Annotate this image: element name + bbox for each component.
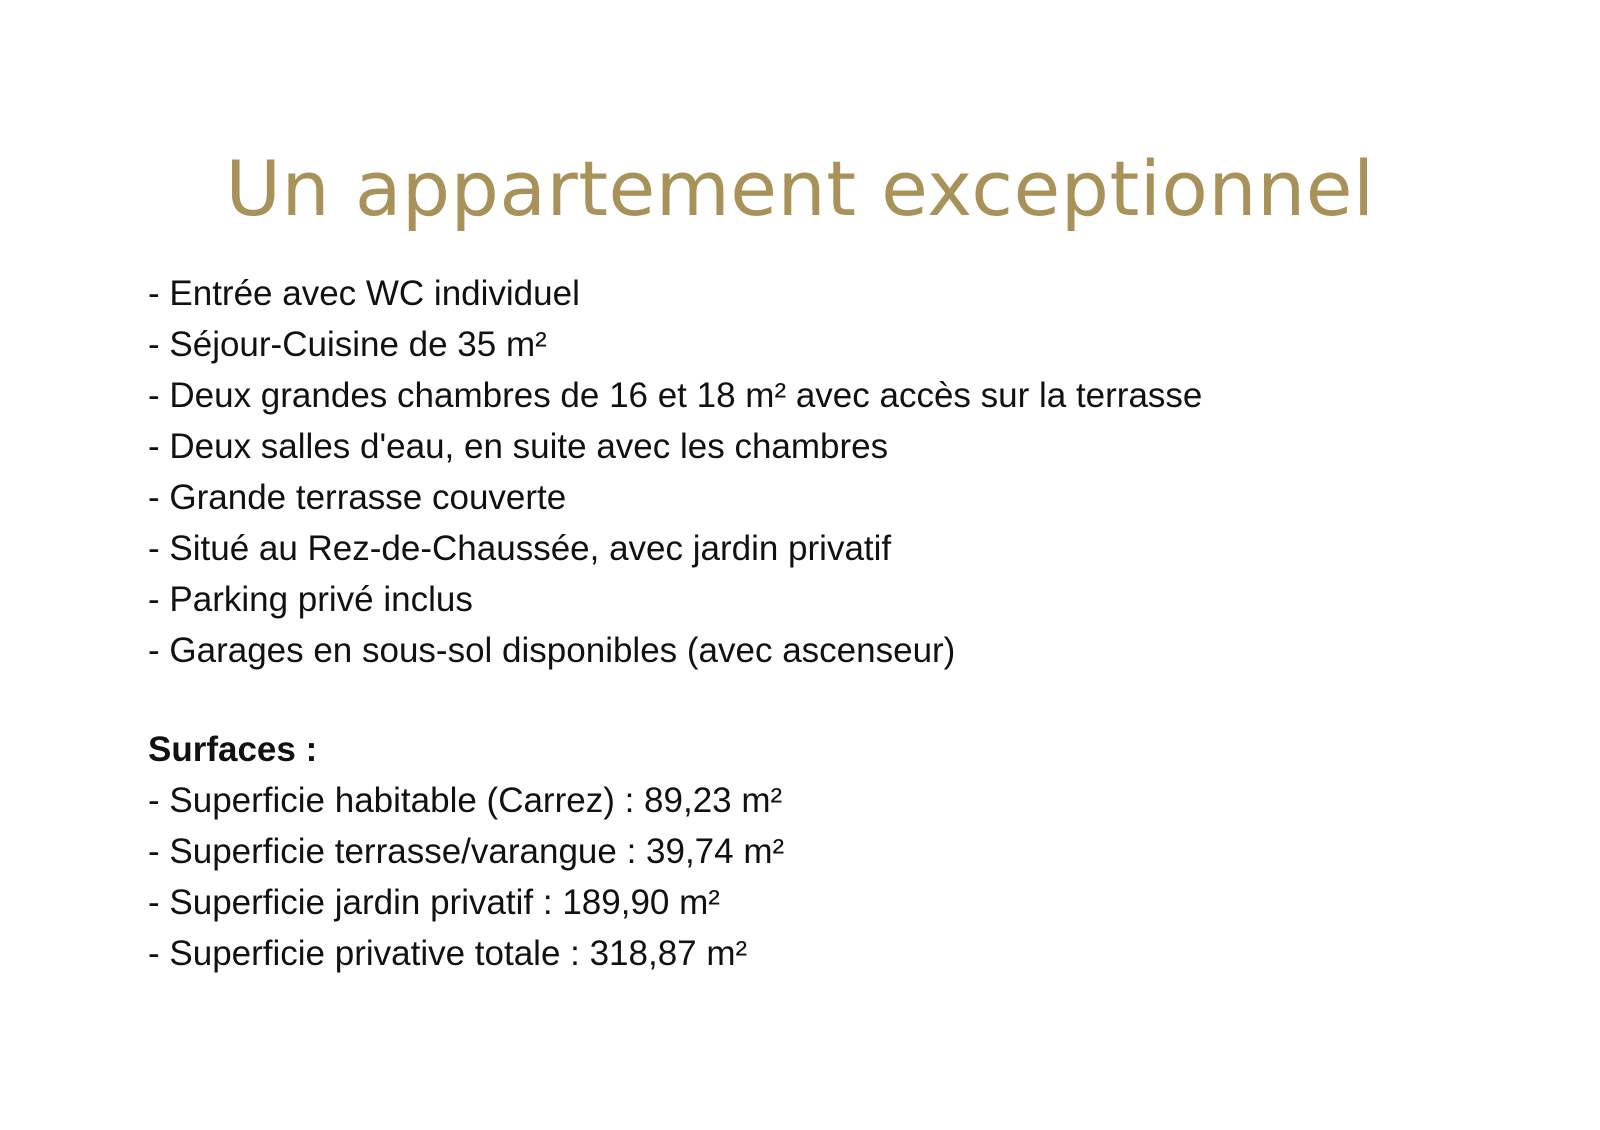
feature-item: - Deux grandes chambres de 16 et 18 m² avec accès sur la terrasse — [148, 376, 1203, 415]
features-list — [148, 268, 1202, 676]
surfaces-heading: Surfaces : — [148, 730, 318, 769]
feature-item: - Grande terrasse couverte — [148, 478, 567, 517]
surface-item: - Superficie jardin privatif : 189,90 m² — [148, 883, 720, 922]
feature-item: - Situé au Rez-de-Chaussée, avec jardin privatif — [148, 529, 892, 568]
feature-item: - Garages en sous-sol disponibles (avec ascenseur) — [148, 631, 956, 670]
feature-item: - Séjour-Cuisine de 35 m² — [148, 325, 547, 364]
page-title: Un appartement exceptionnel — [225, 143, 1375, 233]
feature-item: - Deux salles d'eau, en suite avec les chambres — [148, 427, 889, 466]
surface-item: - Superficie privative totale : 318,87 m² — [148, 934, 748, 973]
surface-item: - Superficie terrasse/varangue : 39,74 m² — [148, 832, 785, 871]
surfaces-list — [148, 775, 784, 979]
surface-item: - Superficie habitable (Carrez) : 89,23 m² — [148, 781, 783, 820]
feature-item: - Entrée avec WC individuel — [148, 274, 580, 313]
feature-item: - Parking privé inclus — [148, 580, 473, 619]
